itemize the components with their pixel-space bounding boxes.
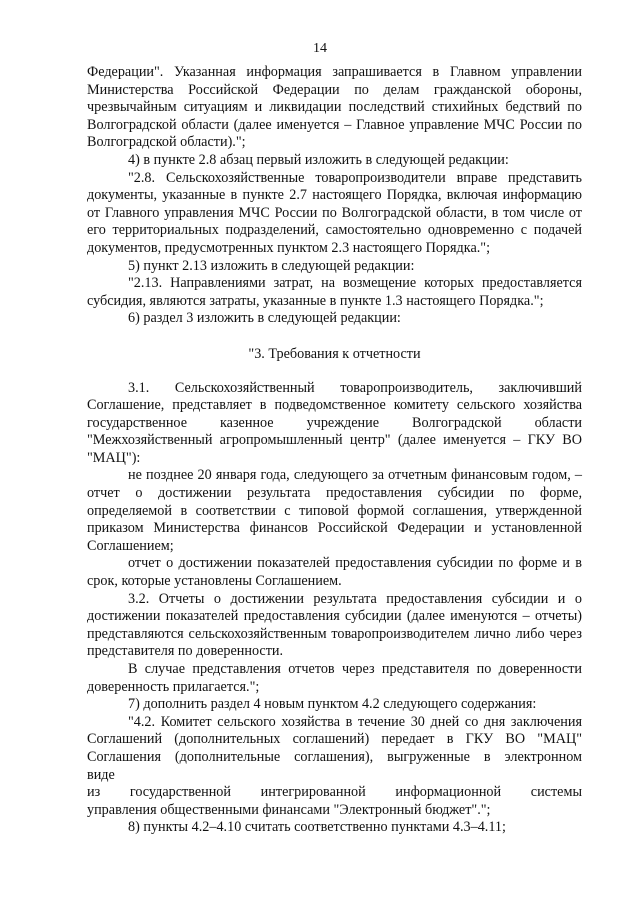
page-number: 14 (313, 41, 327, 56)
amendment-item-5: 5) пункт 2.13 изложить в следующей редакции: (128, 257, 415, 274)
amendment-item-8: 8) пункты 4.2–4.10 считать соответственно пунктами 4.3–4.11; (128, 819, 506, 836)
clause-3-1: 3.1. Сельскохозяйственный товаропроизводитель, заключивший Соглашение, представляет в подведомственное комитету сельского хозяйства государственное казенное учреждение Волгоградской области "Межхозяйственный агропромышленный центр" (далее именуется – ГКУ ВО "МАЦ"): (87, 379, 582, 466)
clause-2-8: "2.8. Сельскохозяйственные товаропроизводители вправе представить документы, указанные в пункте 2.7 настоящего Порядка, включая информацию от Главного управления МЧС России по Волгоградской области, в том числе от его территориальных подразделений, самостоятельно одновременно с подачей документов, предусмотренных пунктом 2.3 настоящего Порядка."; (87, 169, 582, 256)
clause-4-2-line2: виде (87, 766, 115, 783)
clause-4-2-line4: управления общественными финансами "Электронный бюджет"."; (87, 801, 491, 818)
amendment-item-4: 4) в пункте 2.8 абзац первый изложить в следующей редакции: (128, 151, 509, 168)
clause-2-13: "2.13. Направлениями затрат, на возмещение которых предоставляется субсидия, являются затраты, указанные в пункте 1.3 настоящего Порядка."; (87, 275, 582, 309)
amendment-item-6: 6) раздел 3 изложить в следующей редакции: (128, 310, 401, 327)
amendment-item-7: 7) дополнить раздел 4 новым пунктом 4.2 следующего содержания: (128, 696, 537, 713)
clause-3-2: 3.2. Отчеты о достижении результата предоставления субсидии и о достижении показателей предоставления субсидии (далее именуются – отчеты) представляются сельскохозяйственным товаропроизводителем лично либо через представителя по доверенности. (87, 590, 582, 660)
document-body (87, 64, 582, 837)
clause-4-2-line1: "4.2. Комитет сельского хозяйства в течение 30 дней со дня заключения Соглашений (дополнительных соглашений) передает в ГКУ ВО "МАЦ" Соглашения (дополнительные соглашения), выгруженные в электронном (87, 713, 582, 765)
clause-3-1-deadline: не позднее 20 января года, следующего за отчетным финансовым годом, – отчет о достижении результата предоставления субсидии по форме, определяемой в соответствии с типовой формой соглашения, утвержденной приказом Министерства финансов Российской Федерации и установленной Соглашением; (87, 467, 582, 554)
clause-3-2-proxy: В случае представления отчетов через представителя по доверенности доверенность прилагается."; (87, 661, 582, 695)
section-heading: "3. Требования к отчетности (248, 345, 421, 362)
clause-4-2-line3: из государственной интегрированной информационной системы (87, 784, 582, 801)
clause-3-1-indicators: отчет о достижении показателей предоставления субсидии по форме и в срок, которые установлены Соглашением. (87, 555, 582, 590)
paragraph-continuation: Федерации". Указанная информация запрашивается в Главном управлении Министерства Российской Федерации по делам гражданской обороны, чрезвычайным ситуациям и ликвидации последствий стихийных бедствий по Волгоградской области (далее именуется – Главное управление МЧС России по Волгоградской области)."; (87, 64, 582, 151)
